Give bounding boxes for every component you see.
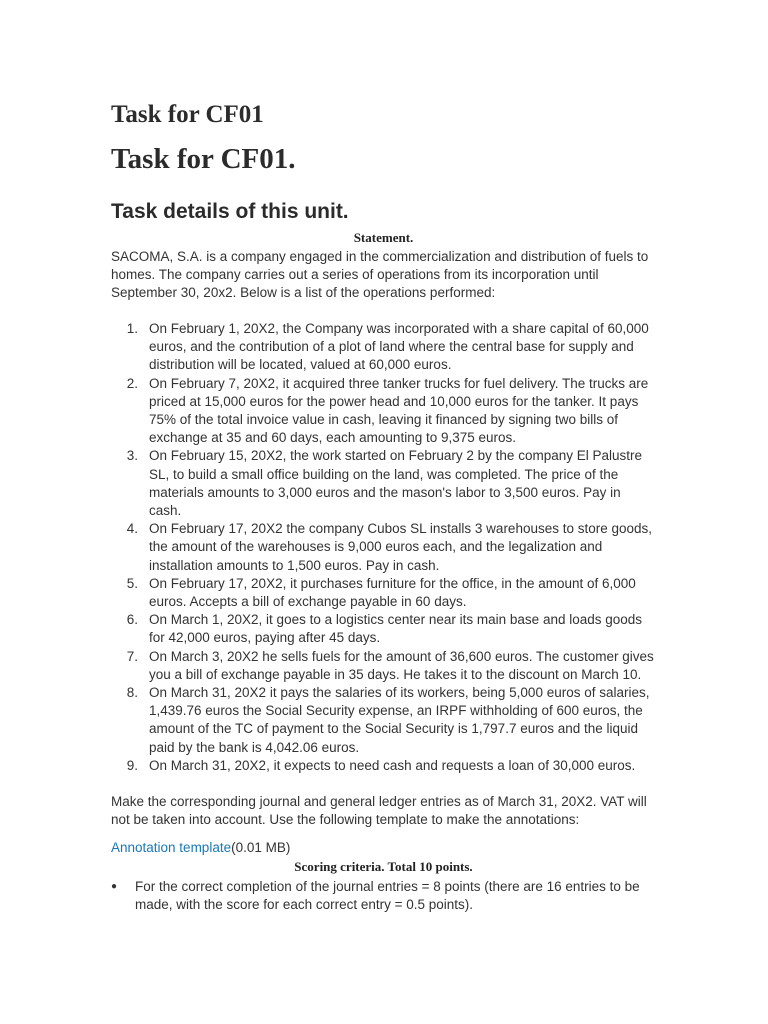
list-item — [111, 611, 656, 647]
page-title-small: Task for CF01 — [111, 101, 264, 128]
list-item-number: 7. — [126, 648, 138, 664]
list-item-number: 3. — [126, 448, 138, 464]
list-item — [111, 648, 656, 684]
list-item — [111, 757, 656, 775]
list-item — [111, 375, 656, 448]
scoring-title: Scoring criteria. Total 10 points. — [294, 859, 473, 874]
list-item — [111, 684, 656, 757]
list-item-number: 2. — [126, 375, 138, 391]
list-item — [111, 520, 656, 575]
attachment-line — [111, 839, 290, 857]
operations-list — [111, 320, 656, 775]
list-item — [111, 878, 656, 914]
list-item-text: On February 17, 20X2 the company Cubos SL installs 3 warehouses to store goods, the amount of the warehouses is 9,000 euros each, and the legalization and installation amounts to 1,500 euros. Pay in cash. — [149, 521, 653, 573]
section-heading: Task details of this unit. — [111, 200, 349, 223]
list-item-text: On February 1, 20X2, the Company was incorporated with a share capital of 60,000 euros, and the contribution of a plot of land where the central base for supply and distribution will be located, valued at 60,000 euros. — [149, 321, 649, 373]
list-item-number: 6. — [126, 612, 138, 628]
list-item-text: On March 31, 20X2 it pays the salaries of its workers, being 5,000 euros of salaries, 1,439.76 euros the Social Security expense, an IRPF withholding of 600 euros, the amount of the TC of payment to the Social Security is 1,797.7 euros and the liquid paid by the bank is 4,042.06 euros. — [149, 685, 650, 755]
list-item-text: On March 3, 20X2 he sells fuels for the amount of 36,600 euros. The customer gives you a bill of exchange payable in 35 days. He takes it to the discount on March 10. — [149, 648, 654, 682]
statement-intro: SACOMA, S.A. is a company engaged in the commercialization and distribution of fuels to homes. The company carries out a series of operations from its incorporation until September 30, 20x2. Below is a list of the operations performed: — [111, 249, 649, 301]
list-item — [111, 575, 656, 611]
list-item-text: On March 31, 20X2, it expects to need cash and requests a loan of 30,000 euros. — [149, 757, 636, 773]
annotation-template-link[interactable]: Annotation template — [111, 840, 232, 855]
list-item-text: On February 7, 20X2, it acquired three tanker trucks for fuel delivery. The trucks are priced at 15,000 euros for the power head and 10,000 euros for the tanker. It pays 75% of the total invoice value in cash, leaving it financed by signing two bills of exchange at 35 and 60 days, each amounting to 9,375 euros. — [149, 375, 649, 446]
statement-title: Statement. — [353, 230, 414, 245]
list-item-number: 1. — [126, 321, 138, 336]
bullet-icon: ● — [111, 881, 118, 892]
list-item-text: For the correct completion of the journal entries = 8 points (there are 16 entries to be made, with the score for each correct entry = 0.5 points). — [135, 879, 640, 913]
list-item-number: 5. — [126, 575, 138, 591]
instructions-paragraph: Make the corresponding journal and general ledger entries as of March 31, 20X2. VAT will not be taken into account. Use the following template to make the annotations: — [111, 794, 647, 828]
list-item-text: On February 15, 20X2, the work started on February 2 by the company El Palustre SL, to build a small office building on the land, was completed. The price of the materials amounts to 3,000 euros and the mason's labor to 3,500 euros. Pay in cash. — [149, 448, 643, 519]
list-item-number: 8. — [126, 685, 138, 701]
page-title-large: Task for CF01. — [111, 143, 296, 175]
list-item-text: On February 17, 20X2, it purchases furniture for the office, in the amount of 6,000 euros. Accepts a bill of exchange payable in 60 days. — [149, 575, 636, 610]
list-item — [111, 447, 656, 520]
list-item — [111, 320, 656, 375]
scoring-criteria-list — [111, 878, 656, 914]
list-item-text: On March 1, 20X2, it goes to a logistics center near its main base and loads goods for 42,000 euros, paying after 45 days. — [149, 612, 643, 646]
list-item-number: 9. — [126, 757, 138, 773]
list-item-number: 4. — [126, 521, 138, 537]
attachment-size: (0.01 MB) — [231, 840, 291, 855]
